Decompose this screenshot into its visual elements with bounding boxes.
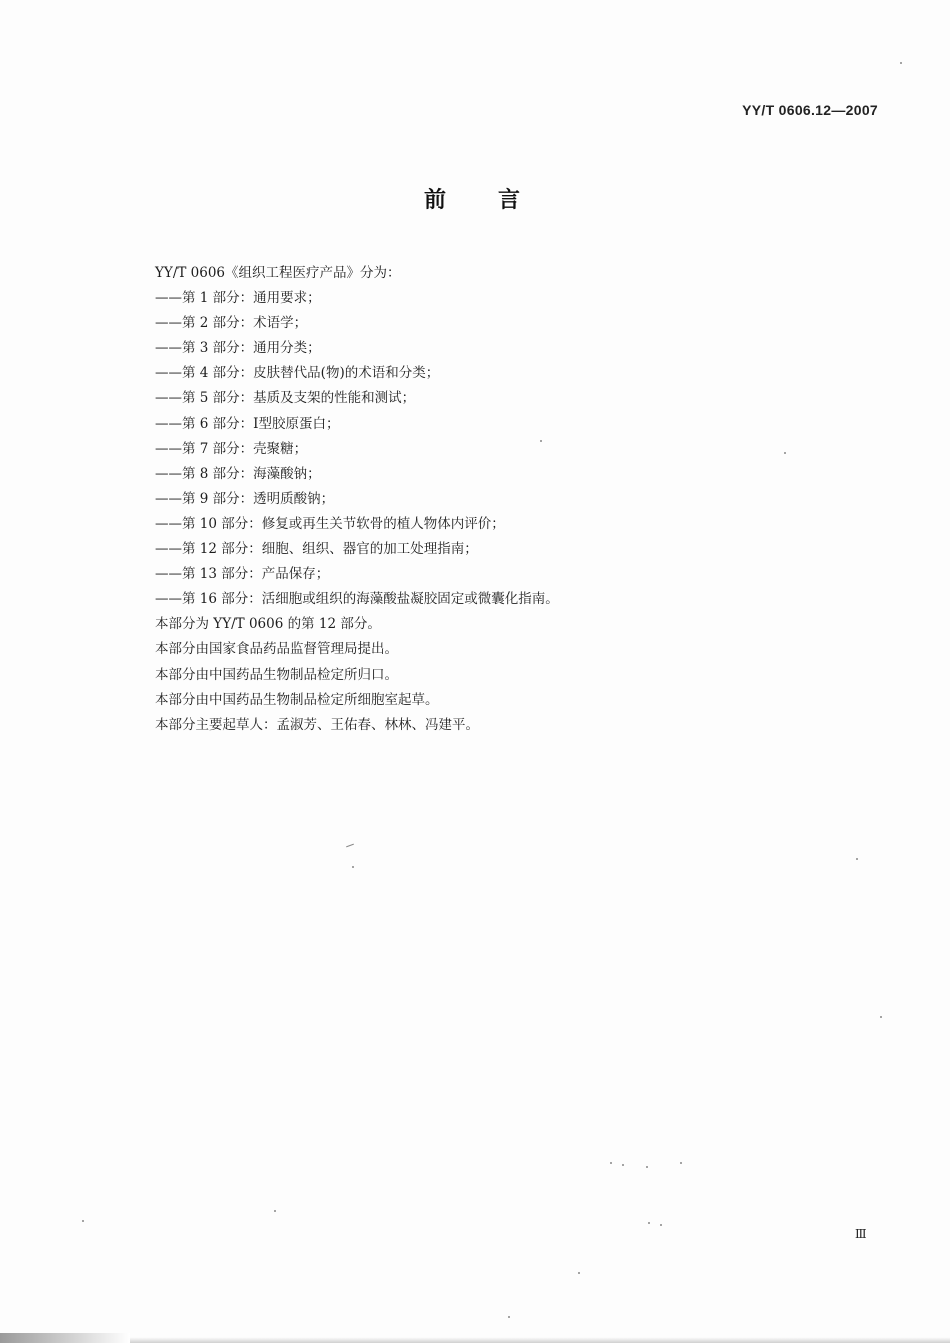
statement-line: 本部分主要起草人：孟淑芳、王佑春、林林、冯建平。 bbox=[155, 716, 479, 733]
part-list-item: ——第 4 部分：皮肤替代品(物)的术语和分类； bbox=[155, 365, 440, 382]
part-list-item: ——第 2 部分：术语学； bbox=[155, 315, 308, 332]
scan-speck bbox=[610, 1162, 612, 1164]
part-list-item: ——第 13 部分：产品保存； bbox=[155, 566, 330, 583]
foreword-body bbox=[155, 261, 855, 738]
scan-speck bbox=[880, 1016, 882, 1018]
scan-speck bbox=[660, 1224, 662, 1226]
scan-speck bbox=[680, 1162, 682, 1164]
scan-speck bbox=[82, 1220, 84, 1222]
page-title: 前言 bbox=[423, 188, 572, 213]
scan-speck bbox=[648, 1222, 650, 1224]
page-number: Ⅲ bbox=[855, 1227, 867, 1241]
standard-number: YY/T 0606.12—2007 bbox=[742, 102, 878, 118]
intro-line: YY/T 0606《组织工程医疗产品》分为： bbox=[155, 265, 401, 281]
part-list-item: ——第 16 部分：活细胞或组织的海藻酸盐凝胶固定或微囊化指南。 bbox=[155, 591, 559, 608]
part-list-item: ——第 10 部分：修复或再生关节软骨的植人物体内评价； bbox=[155, 515, 505, 532]
scan-speck bbox=[346, 844, 354, 848]
part-list-item: ——第 3 部分：通用分类； bbox=[155, 340, 321, 357]
statement-line: 本部分由中国药品生物制品检定所细胞室起草。 bbox=[155, 691, 439, 708]
part-list-item: ——第 1 部分：通用要求； bbox=[155, 290, 321, 307]
part-list-item: ——第 12 部分：细胞、组织、器官的加工处理指南； bbox=[155, 541, 478, 558]
scan-speck bbox=[578, 1272, 580, 1274]
part-list-item: ——第 6 部分：Ⅰ型胶原蛋白； bbox=[155, 415, 340, 432]
scan-edge bbox=[0, 1333, 130, 1343]
part-list-item: ——第 9 部分：透明质酸钠； bbox=[155, 490, 335, 507]
statement-line: 本部分由中国药品生物制品检定所归口。 bbox=[155, 666, 398, 683]
scan-speck bbox=[784, 452, 786, 454]
statement-line: 本部分为 YY/T 0606 的第 12 部分。 bbox=[155, 616, 381, 633]
part-list-item: ——第 5 部分：基质及支架的性能和测试； bbox=[155, 390, 416, 407]
scan-speck bbox=[856, 858, 858, 860]
scan-speck bbox=[508, 1316, 510, 1318]
part-list-item: ——第 8 部分：海藻酸钠； bbox=[155, 465, 321, 482]
scan-speck bbox=[900, 62, 902, 64]
scan-speck bbox=[274, 1210, 276, 1212]
scan-speck bbox=[622, 1164, 624, 1166]
scan-speck bbox=[540, 440, 542, 442]
scan-speck bbox=[352, 866, 354, 868]
statement-line: 本部分由国家食品药品监督管理局提出。 bbox=[155, 641, 398, 658]
scan-edge bbox=[0, 1337, 950, 1343]
scan-speck bbox=[646, 1166, 648, 1168]
part-list-item: ——第 7 部分：壳聚糖； bbox=[155, 440, 308, 457]
